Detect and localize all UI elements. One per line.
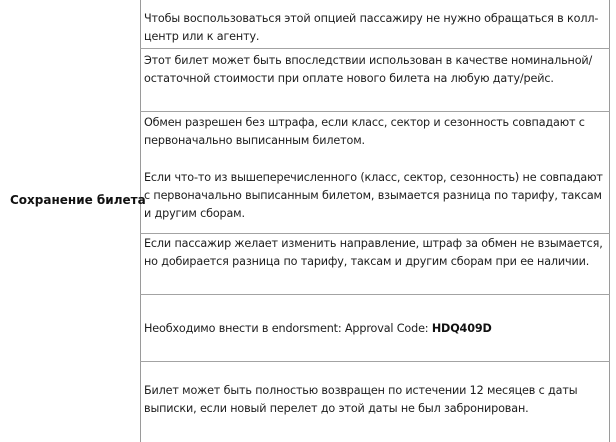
condition-text: Если что-то из вышеперечисленного (класс, сектор, сезонность) не совпадают с первоначально выписанным билетом, взымается разница по тарифу, таксам и другим сборам.	[144, 171, 603, 220]
cell-divider	[140, 48, 610, 49]
condition-text: Обмен разрешен без штрафа, если класс, сектор и сезонность совпадают с первоначально выписанным билетом.	[144, 116, 585, 147]
cell-divider	[140, 233, 610, 234]
condition-text: Если пассажир желает изменить направление, штраф за обмен не взымается, но добирается разница по тарифу, таксам и другим сборам при ее наличии.	[144, 237, 603, 268]
cell-divider	[140, 361, 610, 362]
condition-cell	[144, 320, 612, 338]
condition-cell	[144, 235, 612, 271]
condition-cell	[144, 10, 612, 46]
endorsement-text: Необходимо внести в endorsment: Approval Code:	[144, 322, 432, 335]
approval-code: HDQ409D	[431, 322, 492, 335]
condition-cell	[144, 114, 612, 223]
condition-cell	[144, 382, 612, 418]
condition-text: Билет может быть полностью возвращен по истечении 12 месяцев с даты выписки, если новый перелет до этой даты не был забронирован.	[144, 384, 578, 415]
condition-cell	[144, 52, 612, 88]
column-divider-left	[140, 0, 141, 442]
section-label: Сохранение билета	[10, 193, 146, 207]
cell-divider	[140, 111, 610, 112]
cell-divider	[140, 294, 610, 295]
condition-text: Чтобы воспользоваться этой опцией пассажиру не нужно обращаться в колл-центр или к агенту.	[144, 12, 599, 43]
condition-text: Этот билет может быть впоследствии использован в качестве номинальной/остаточной стоимости при оплате нового билета на любую дату/рейс.	[144, 54, 593, 85]
